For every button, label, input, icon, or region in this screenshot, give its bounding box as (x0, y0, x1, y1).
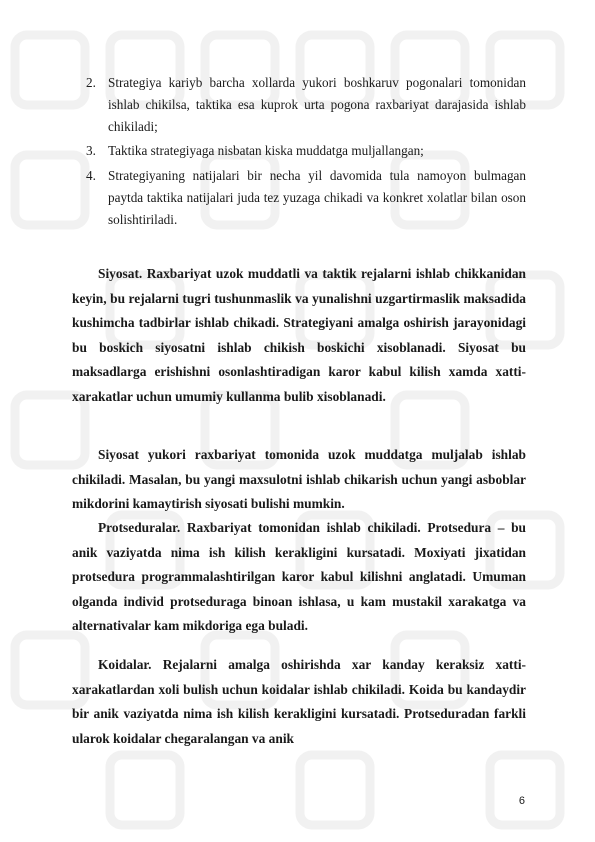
list-item (86, 72, 526, 138)
page-number: 6 (518, 795, 525, 807)
paragraph-siyosat-yukori (72, 443, 526, 517)
paragraph-text: Siyosat yukori raxbariyat tomonida uzok muddatga muljalab ishlab chikiladi. Masalan, bu yangi maxsulotni ishlab chikarish uchun yangi asboblar mikdorini kamaytirish siyosati bulishi mumkin. (72, 447, 526, 512)
list-item-text: Taktika strategiyaga nisbatan kiska muddatga muljallangan; (108, 143, 424, 158)
paragraph-text: Protseduralar. Raxbariyat tomonidan ishlab chikiladi. Protsedura – bu anik vaziyatda nima ish kilish kerakligini kursatadi. Moxiyati jixatidan protsedura programmalashtirilgan karor kabul kilishni anglatadi. Umuman olganda individ protseduraga binoan ishlasa, u kam mustakil xarakatga va alternativalar kam mikdoriga ega buladi. (72, 520, 526, 634)
paragraph-siyosat (72, 262, 526, 410)
list-item-number: 3. (86, 143, 96, 158)
list-item (86, 165, 526, 231)
paragraph-text: Koidalar. Rejalarni amalga oshirishda xar kanday keraksiz xatti-xarakatlardan xoli bulish uchun koidalar ishlab chikiladi. Koida bu kandaydir bir anik vaziyatda nima ish kilish kerakligini kursatadi. Protseduradan farkli ularok koidalar chegaralangan va anik (72, 657, 526, 746)
paragraph-text: Siyosat. Raxbariyat uzok muddatli va taktik rejalarni ishlab chikkanidan keyin, bu rejalarni tugri tushunmaslik va yunalishni uzgartirmaslik maksadida kushimcha tadbirlar ishlab chikadi. Strategiyani amalga oshirish jarayonidagi bu boskich siyosatni ishlab chikish boskichi xisoblanadi. Siyosat bu maksadlarga erishishni osonlashtiradigan karor kabul kilish xamda xatti-xarakatlar uchun umumiy kullanma bulib xisoblanadi. (72, 266, 526, 404)
list-item-number: 4. (86, 168, 96, 183)
list-item-text: Strategiya kariyb barcha xollarda yukori boshkaruv pogonalari tomonidan ishlab chikilsa, taktika esa kuprok urta pogona raxbariyat darajasida ishlab chikiladi; (108, 75, 526, 134)
numbered-list (86, 72, 526, 231)
paragraph-koidalar (72, 653, 526, 751)
paragraph-protseduralar (72, 516, 526, 639)
list-item (86, 140, 526, 162)
list-item-number: 2. (86, 75, 96, 90)
list-item-text: Strategiyaning natijalari bir necha yil davomida tula namoyon bulmagan paytda taktika natijalari juda tez yuzaga chikadi va konkret xolatlar bilan oson solishtiriladi. (108, 168, 526, 227)
